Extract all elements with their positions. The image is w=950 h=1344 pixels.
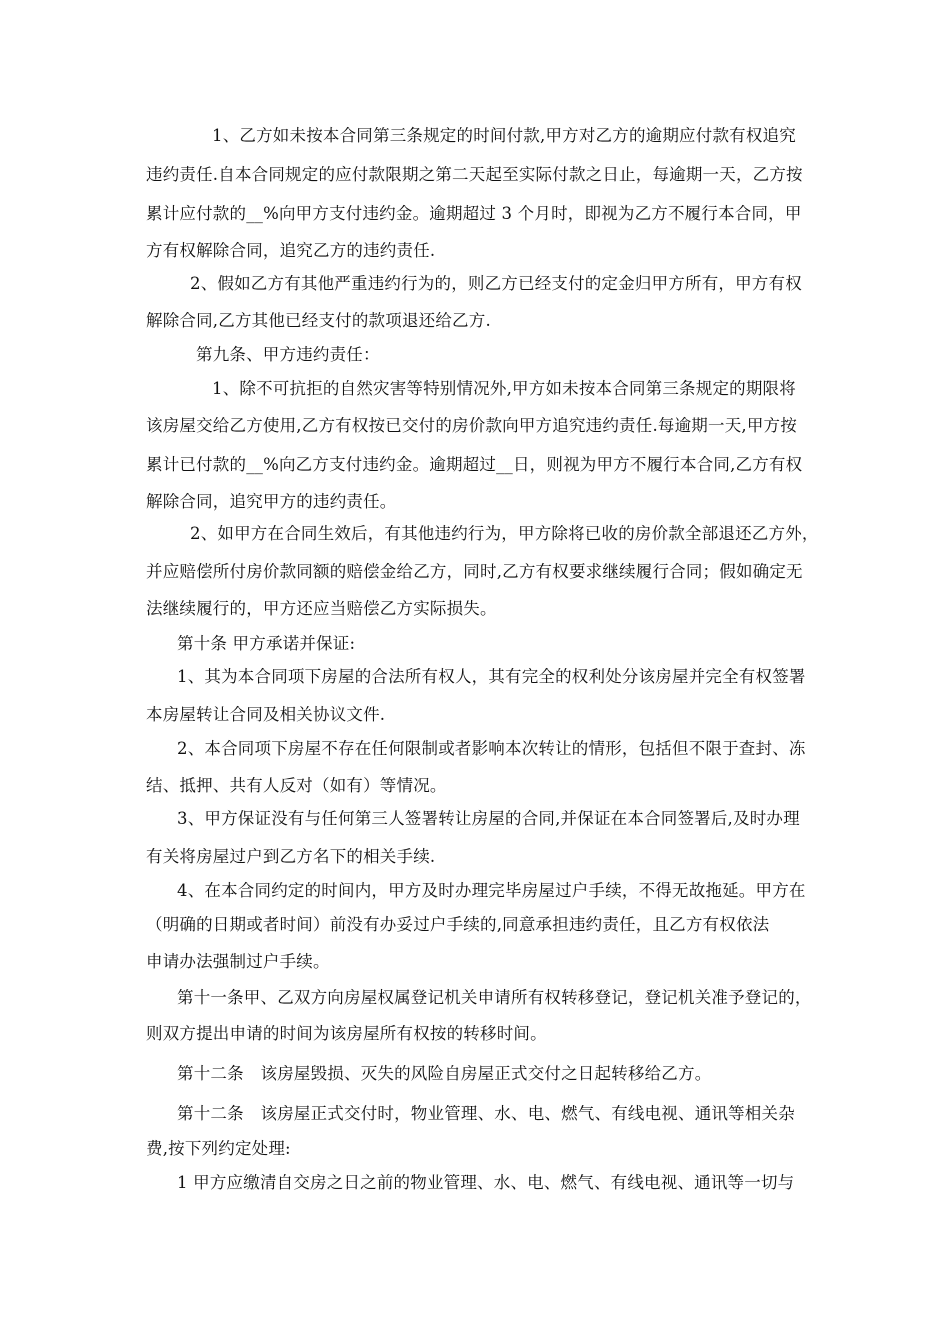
text-line: 并应赔偿所付房价款同额的赔偿金给乙方，同时,乙方有权要求继续履行合同；假如确定无 [146, 562, 803, 581]
text-line: 方有权解除合同，追究乙方的违约责任. [146, 241, 436, 260]
text-line: 有关将房屋过户到乙方名下的相关手续. [146, 847, 436, 866]
text-line: 申请办法强制过户手续。 [146, 952, 330, 971]
text-line: 2、如甲方在合同生效后，有其他违约行为，甲方除将已收的房价款全部退还乙方外， [190, 524, 819, 543]
text-line: 2、本合同项下房屋不存在任何限制或者影响本次转让的情形，包括但不限于查封、冻 [177, 739, 806, 758]
text-line: 费,按下列约定处理: [146, 1139, 291, 1158]
section-heading: 第十二条 该房屋毁损、灭失的风险自房屋正式交付之日起转移给乙方。 [177, 1064, 712, 1083]
text-line: 3、甲方保证没有与任何第三人签署转让房屋的合同,并保证在本合同签署后,及时办理 [177, 809, 800, 828]
text-line: 2、假如乙方有其他严重违约行为的，则乙方已经支付的定金归甲方所有，甲方有权 [190, 274, 802, 293]
text-line: 该房屋交给乙方使用,乙方有权按已交付的房价款向甲方追究违约责任.每逾期一天,甲方按 [146, 416, 797, 435]
section-heading: 第十条 甲方承诺并保证: [177, 634, 356, 653]
section-heading: 第九条、甲方违约责任： [196, 345, 380, 364]
text-line: 解除合同,乙方其他已经支付的款项退还给乙方. [146, 311, 491, 330]
text-line: 结、抵押、共有人反对（如有）等情况。 [146, 776, 447, 795]
text-line: 则双方提出申请的时间为该房屋所有权按的转移时间。 [146, 1024, 547, 1043]
text-line: 1 甲方应缴清自交房之日之前的物业管理、水、电、燃气、有线电视、通讯等一切与 [177, 1173, 795, 1192]
text-line: 累计应付款的__%向甲方支付违约金。逾期超过 3 个月时，即视为乙方不履行本合同，甲 [146, 204, 802, 223]
text-line: 本房屋转让合同及相关协议文件. [146, 705, 386, 724]
section-heading: 第十一条甲、乙双方向房屋权属登记机关申请所有权转移登记，登记机关准予登记的， [177, 988, 812, 1007]
section-heading: 第十二条 该房屋正式交付时，物业管理、水、电、燃气、有线电视、通讯等相关杂 [177, 1104, 795, 1123]
text-line: 累计已付款的__%向乙方支付违约金。逾期超过__日，则视为甲方不履行本合同,乙方有权 [146, 455, 803, 474]
text-line: 1、乙方如未按本合同第三条规定的时间付款,甲方对乙方的逾期应付款有权追究 [212, 126, 796, 145]
text-line: （明确的日期或者时间）前没有办妥过户手续的,同意承担违约责任，且乙方有权依法 [146, 915, 770, 934]
text-line: 法继续履行的，甲方还应当赔偿乙方实际损失。 [146, 599, 497, 618]
text-line: 1、除不可抗拒的自然灾害等特别情况外,甲方如未按本合同第三条规定的期限将 [212, 379, 796, 398]
text-line: 解除合同，追究甲方的违约责任。 [146, 492, 397, 511]
text-line: 4、在本合同约定的时间内，甲方及时办理完毕房屋过户手续，不得无故拖延。甲方在 [177, 881, 806, 900]
text-line: 1、其为本合同项下房屋的合法所有权人，其有完全的权利处分该房屋并完全有权签署 [177, 667, 806, 686]
text-line: 违约责任.自本合同规定的应付款限期之第二天起至实际付款之日止，每逾期一天，乙方按 [146, 165, 803, 184]
